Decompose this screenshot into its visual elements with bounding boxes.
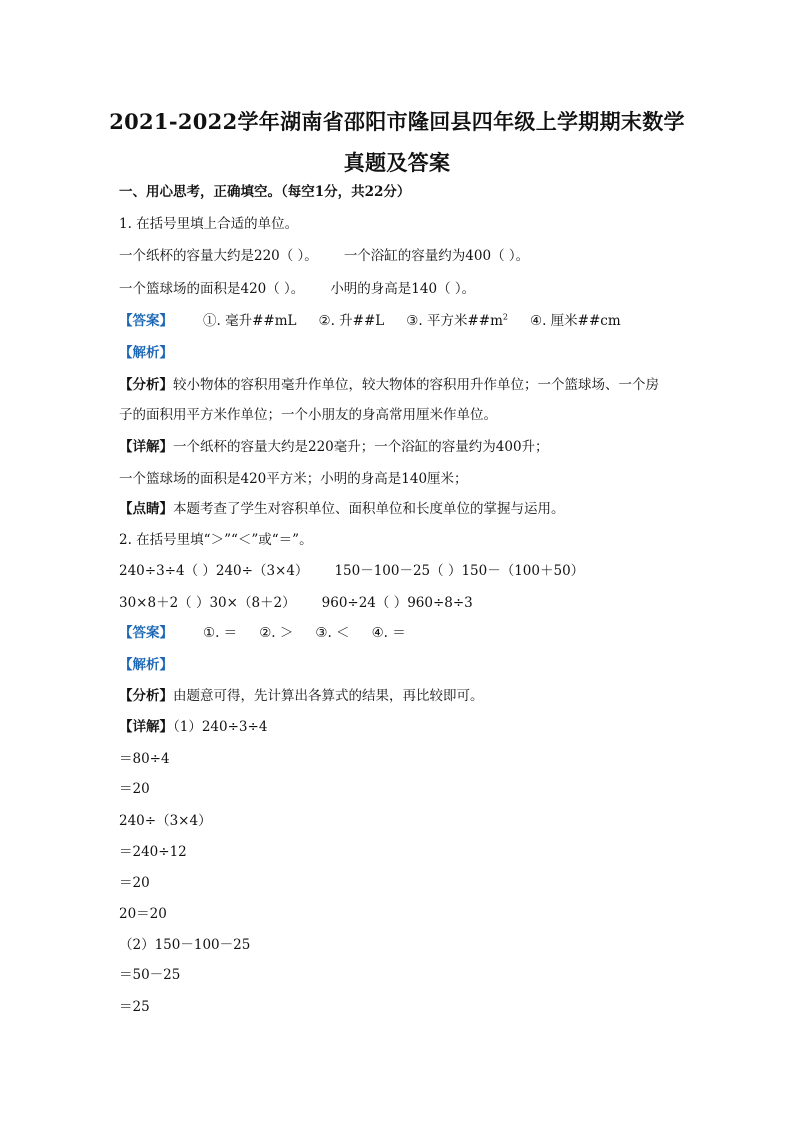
document-title-line1: 2021-2022学年湖南省邵阳市隆回县四年级上学期期末数学 bbox=[109, 109, 685, 134]
answer-tag: 【答案】 bbox=[119, 625, 173, 641]
q2-fenxi-text: 由题意可得，先计算出各算式的结果，再比较即可。 bbox=[173, 688, 484, 704]
q2-blank-1: 240÷3÷4（ ）240÷（3×4） bbox=[119, 563, 309, 579]
q1-answer-1: ①. 毫升##mL bbox=[203, 313, 297, 329]
q2-answer-4: ④. ＝ bbox=[371, 625, 406, 641]
q1-answer-4: ④. 厘米##cm bbox=[529, 313, 621, 329]
q1-stem: 1. 在括号里填上合适的单位。 bbox=[119, 216, 299, 232]
q2-step-1: （1）240÷3÷4 bbox=[173, 719, 268, 735]
q1-fenxi-text1: 较小物体的容积用毫升作单位，较大物体的容积用升作单位；一个篮球场、一个房 bbox=[173, 377, 659, 393]
q2-blank-2: 150－100－25（ ）150－（100＋50） bbox=[334, 563, 585, 579]
xiangjie-tag: 【详解】 bbox=[119, 719, 173, 735]
q1-answer-2: ②. 升##L bbox=[318, 313, 385, 329]
q2-step-4: 240÷（3×4） bbox=[119, 813, 212, 829]
fenxi-tag: 【分析】 bbox=[119, 377, 173, 393]
superscript-2: 2 bbox=[502, 312, 508, 322]
q2-answer-1: ①. ＝ bbox=[203, 625, 238, 641]
analysis-tag: 【解析】 bbox=[119, 657, 173, 673]
q2-step-5: ＝240÷12 bbox=[119, 844, 187, 860]
q1-dianjing-text: 本题考查了学生对容积单位、面积单位和长度单位的掌握与运用。 bbox=[173, 501, 565, 517]
q1-dianjing bbox=[119, 500, 565, 518]
section-heading: 一、用心思考，正确填空。（每空1分，共22分） bbox=[119, 184, 411, 200]
q1-blank-2: 一个浴缸的容量约为400（ ）。 bbox=[343, 248, 530, 264]
q2-row1 bbox=[119, 562, 584, 580]
q1-answer bbox=[119, 312, 621, 330]
q2-row2 bbox=[119, 594, 473, 612]
answer-tag: 【答案】 bbox=[119, 313, 173, 329]
q1-answer-3: ③. 平方米##m bbox=[406, 313, 503, 329]
q2-fenxi bbox=[119, 687, 484, 705]
q1-fenxi-line2: 子的面积用平方米作单位；一个小朋友的身高常用厘米作单位。 bbox=[119, 407, 497, 423]
q1-row2 bbox=[119, 280, 475, 298]
q2-step-8: （2）150－100－25 bbox=[119, 937, 251, 953]
q2-stem: 2. 在括号里填“＞”“＜”或“＝”。 bbox=[119, 532, 313, 548]
q2-blank-3: 30×8＋2（ ）30×（8＋2） bbox=[119, 595, 296, 611]
document-title-line2: 真题及答案 bbox=[343, 150, 451, 175]
dianjing-tag: 【点睛】 bbox=[119, 501, 173, 517]
xiangjie-tag: 【详解】 bbox=[119, 439, 173, 455]
q2-answer-2: ②. ＞ bbox=[259, 625, 294, 641]
q1-xiangjie-line2: 一个篮球场的面积是420平方米；小明的身高是140厘米； bbox=[119, 471, 468, 487]
q2-xiangjie bbox=[119, 718, 267, 736]
q2-step-6: ＝20 bbox=[119, 875, 150, 891]
q2-answer-3: ③. ＜ bbox=[315, 625, 350, 641]
q2-step-2: ＝80÷4 bbox=[119, 751, 170, 767]
q2-answer bbox=[119, 624, 406, 642]
q2-step-9: ＝50－25 bbox=[119, 967, 181, 983]
q1-fenxi-line1 bbox=[119, 376, 659, 394]
q2-step-7: 20＝20 bbox=[119, 906, 167, 922]
analysis-tag: 【解析】 bbox=[119, 345, 173, 361]
q1-blank-1: 一个纸杯的容量大约是220（ ）。 bbox=[119, 248, 318, 264]
q1-xiangjie-line1 bbox=[119, 438, 549, 456]
q2-blank-4: 960÷24（ ）960÷8÷3 bbox=[321, 595, 473, 611]
q1-blank-4: 小明的身高是140（ ）。 bbox=[330, 281, 476, 297]
q1-xiangjie-text1: 一个纸杯的容量大约是220毫升；一个浴缸的容量约为400升； bbox=[173, 439, 549, 455]
fenxi-tag: 【分析】 bbox=[119, 688, 173, 704]
q1-row1 bbox=[119, 247, 529, 265]
q1-blank-3: 一个篮球场的面积是420（ ）。 bbox=[119, 281, 305, 297]
q2-step-10: ＝25 bbox=[119, 999, 150, 1015]
q2-step-3: ＝20 bbox=[119, 781, 150, 797]
